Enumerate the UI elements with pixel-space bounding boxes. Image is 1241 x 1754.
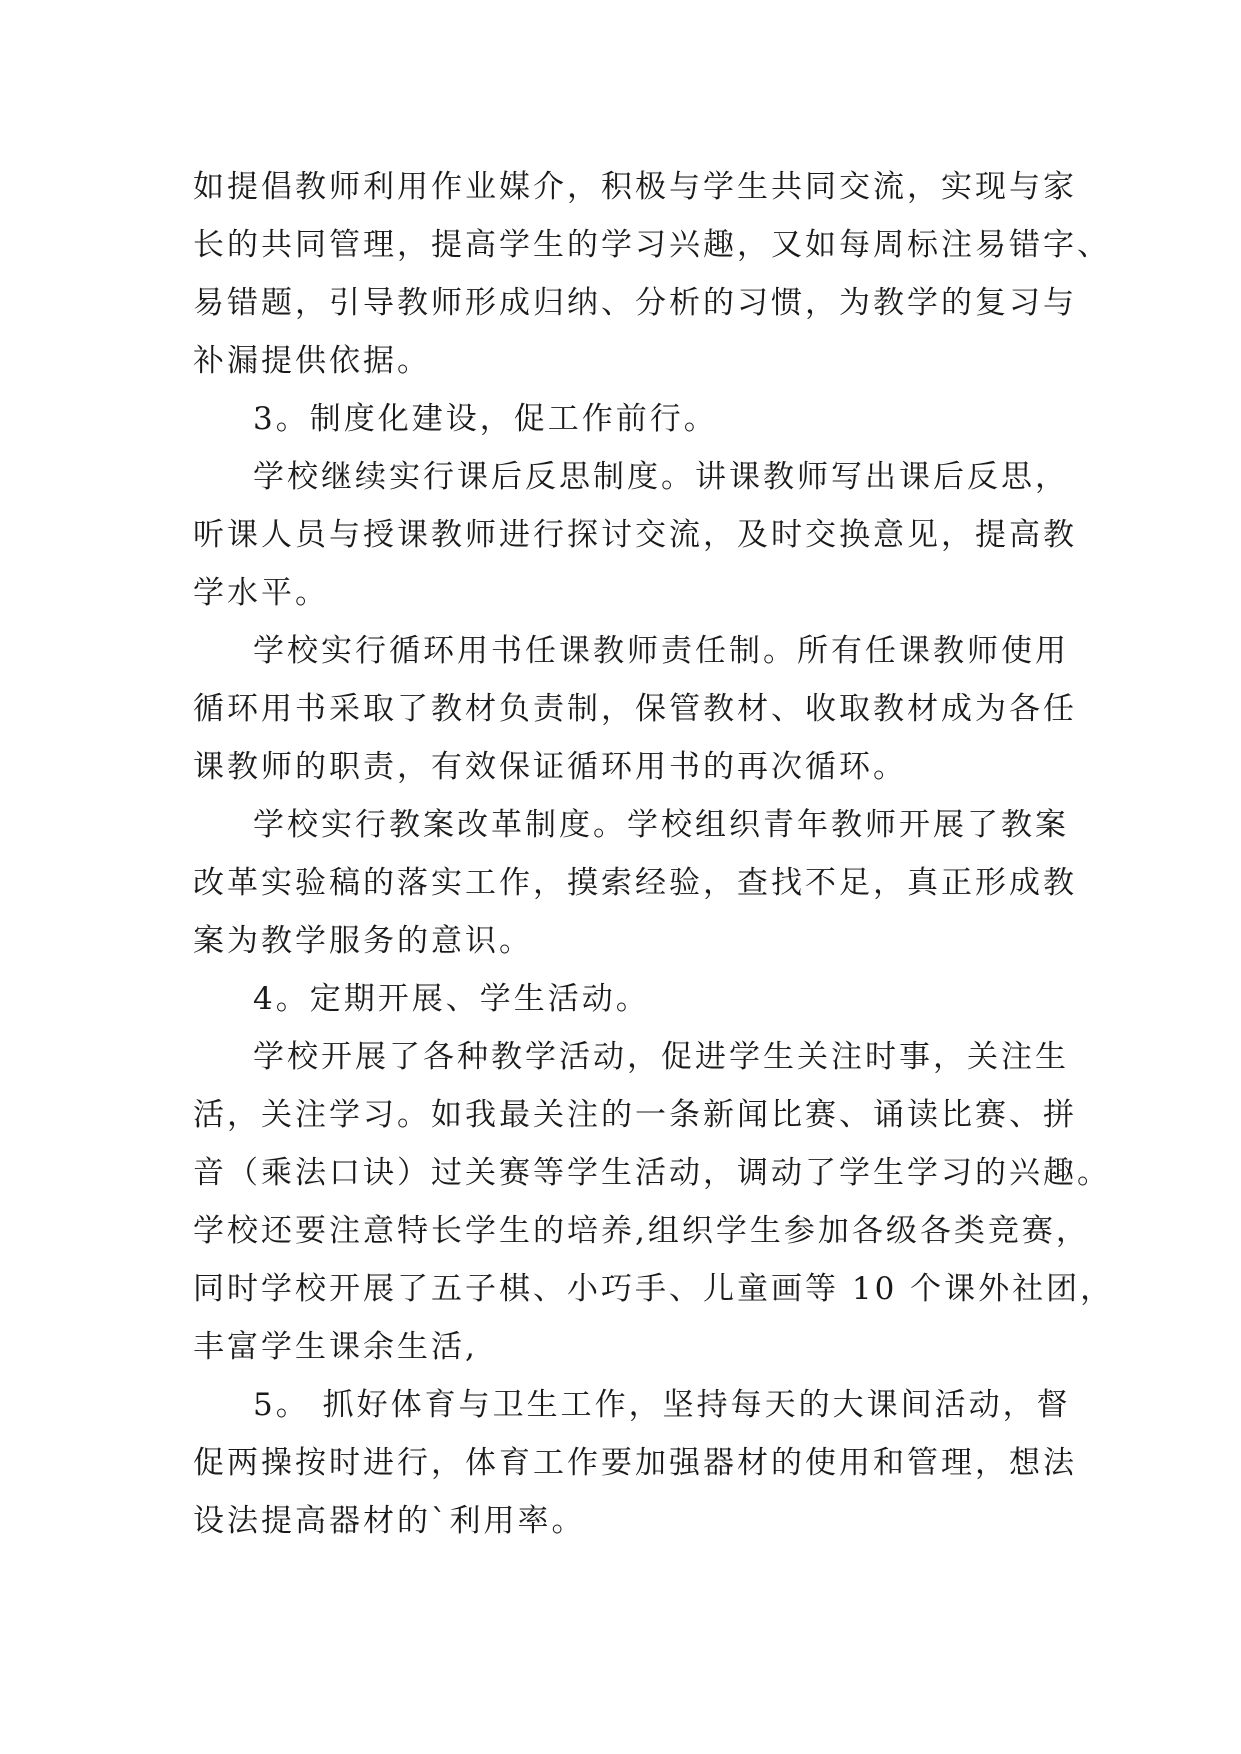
text-line: 学校实行循环用书任课教师责任制。所有任课教师使用 [253, 633, 1069, 669]
text-line: 学校开展了各种教学活动，促进学生关注时事，关注生 [253, 1039, 1069, 1075]
text-line: 案为教学服务的意识。 [193, 923, 533, 959]
text-line: 学校实行教案改革制度。学校组织青年教师开展了教案 [253, 807, 1069, 843]
text-line: 改革实验稿的落实工作，摸索经验，查找不足，真正形成教 [193, 865, 1077, 901]
text-line: 循环用书采取了教材负责制，保管教材、收取教材成为各任 [193, 691, 1077, 727]
text-line: 4。定期开展、学生活动。 [253, 981, 650, 1017]
text-line: 促两操按时进行，体育工作要加强器材的使用和管理，想法 [193, 1445, 1077, 1481]
text-line: 课教师的职责，有效保证循环用书的再次循环。 [193, 749, 907, 785]
text-line: 听课人员与授课教师进行探讨交流，及时交换意见，提高教 [193, 517, 1077, 553]
text-line: 学校继续实行课后反思制度。讲课教师写出课后反思， [253, 459, 1069, 495]
text-line: 学校还要注意特长学生的培养,组织学生参加各级各类竞赛， [193, 1213, 1090, 1249]
text-line: 补漏提供依据。 [193, 343, 431, 379]
text-line: 设法提高器材的`利用率。 [193, 1503, 586, 1539]
text-line: 学水平。 [193, 575, 329, 611]
text-line: 活，关注学习。如我最关注的一条新闻比赛、诵读比赛、拼 [193, 1097, 1077, 1133]
body-text [193, 158, 1115, 1550]
text-line: 同时学校开展了五子棋、小巧手、儿童画等 10 个课外社团， [193, 1271, 1115, 1307]
text-line: 长的共同管理，提高学生的学习兴趣，又如每周标注易错字、 [193, 227, 1111, 263]
text-line: 音（乘法口诀）过关赛等学生活动，调动了学生学习的兴趣。 [193, 1155, 1111, 1191]
text-line: 如提倡教师利用作业媒介，积极与学生共同交流，实现与家 [193, 169, 1077, 205]
text-line: 易错题，引导教师形成归纳、分析的习惯，为教学的复习与 [193, 285, 1077, 321]
text-line: 丰富学生课余生活, [193, 1329, 478, 1365]
text-line: 5。 抓好体育与卫生工作，坚持每天的大课间活动，督 [253, 1387, 1071, 1423]
text-line: 3。制度化建设，促工作前行。 [253, 401, 718, 437]
